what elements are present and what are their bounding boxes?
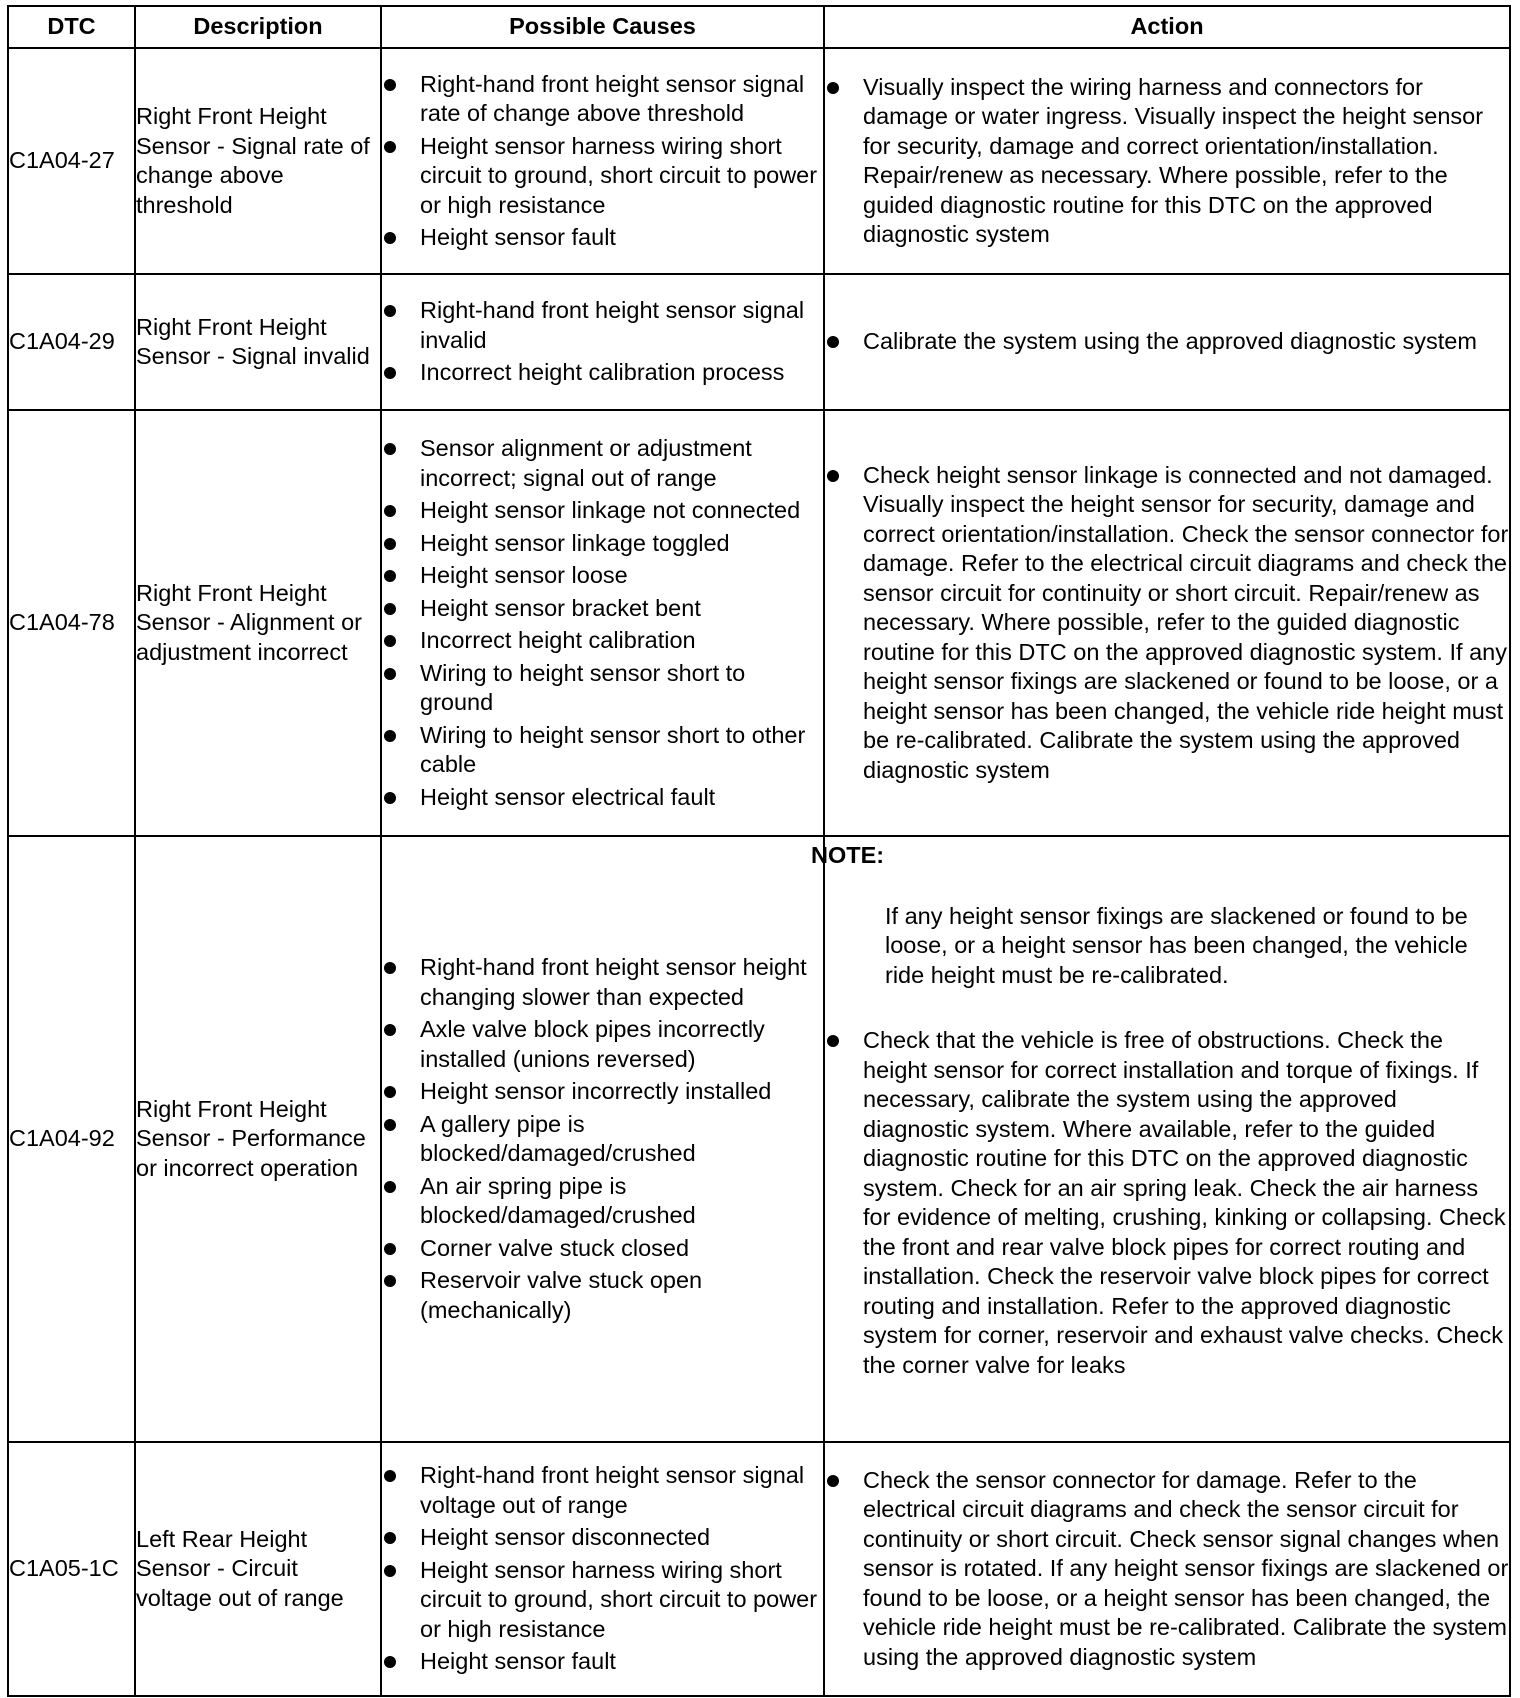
header-description: Description [135,6,381,48]
bullet-icon [384,1565,396,1577]
cause-item [382,1556,823,1645]
bullet-icon [384,570,396,582]
cause-text: Height sensor incorrectly installed [420,1078,772,1104]
cause-item [382,659,823,718]
bullet-icon [384,1656,396,1668]
dtc-description: Left Rear Height Sensor - Circuit voltage out of range [135,1442,381,1696]
causes-list [382,953,823,1325]
bullet-icon [384,505,396,517]
cause-text: Height sensor linkage toggled [420,529,730,556]
cause-item [382,1266,823,1325]
cause-text: Wiring to height sensor short to other cable [420,721,806,777]
bullet-icon [384,232,396,244]
bullet-icon [384,1243,396,1255]
cause-item [382,721,823,780]
header-possible-causes: Possible Causes [381,6,824,48]
dtc-description: Right Front Height Sensor - Signal invalid [135,274,381,410]
cause-item [382,1461,823,1520]
cause-text: Wiring to height sensor short to ground [420,659,746,715]
possible-causes-cell [381,48,824,274]
cause-item [382,1172,823,1231]
cause-item [382,296,823,355]
action-item [825,73,1509,250]
bullet-icon [827,336,839,348]
cause-item [382,1077,823,1107]
bullet-icon [384,730,396,742]
bullet-icon [384,367,396,379]
cause-text: Height sensor electrical fault [420,783,716,810]
dtc-description: Right Front Height Sensor - Alignment or adjustment incorrect [135,410,381,836]
note-label: NOTE: [811,842,885,868]
cause-text: Height sensor fault [420,1648,616,1675]
cause-item [382,626,823,656]
bullet-icon [384,1086,396,1098]
action-cell [824,48,1510,274]
action-text: Check height sensor linkage is connected and not damaged. Visually inspect the height sensor for security, damage and correct orientation/installation. Check the sensor connector for damage. Refer to the electrical circuit diagrams and check the sensor circuit for continuity or short circuit. Repair/renew as necessary. Where possible, refer to the guided diagnostic routine for this DTC on the approved diagnostic system. If any height sensor fixings are slackened or found to be loose, or a height sensor has been changed, the vehicle ride height must be re-calibrated. Calibrate the system using the approved diagnostic system [863,461,1509,783]
cause-item [382,529,823,559]
action-text: Visually inspect the wiring harness and connectors for damage or water ingress. Visually inspect the height sensor for security, damage and correct orientation/installation. Repair/renew as necessary. Where possible, refer to the guided diagnostic routine for this DTC on the approved diagnostic system [863,73,1484,247]
action-item [825,461,1509,786]
bullet-icon [384,1532,396,1544]
table-row [8,1442,1510,1696]
action-cell [824,274,1510,410]
dtc-code: C1A04-78 [8,410,135,836]
cause-text: Height sensor disconnected [420,1524,711,1551]
bullet-icon [384,962,396,974]
causes-list [382,434,823,812]
action-cell [824,410,1510,836]
bullet-icon [384,79,396,91]
cause-text: Sensor alignment or adjustment incorrect; signal out of range [420,435,752,491]
bullet-icon [827,82,839,94]
cause-item [382,1015,823,1074]
bullet-icon [384,1024,396,1036]
cause-item [382,70,823,129]
table-row [8,48,1510,274]
action-text: Check the sensor connector for damage. Refer to the electrical circuit diagrams and check the sensor circuit for continuity or short circuit. Check sensor signal changes when sensor is rotated. If any height sensor fixings are slackened or found to be loose, or a height sensor has been changed, the vehicle ride height must be re-calibrated. Calibrate the system using the approved diagnostic system [863,1466,1509,1670]
dtc-code: C1A04-27 [8,48,135,274]
cause-text: Right-hand front height sensor signal rate of change above threshold [420,70,805,126]
cause-text: Height sensor linkage not connected [420,497,801,523]
cause-text: Right-hand front height sensor signal voltage out of range [420,1462,805,1518]
header-row [8,6,1510,48]
cause-item [382,223,823,253]
possible-causes-cell [381,274,824,410]
note-text: If any height sensor fixings are slackened or found to be loose, or a height sensor has been changed, the vehicle ride height must be re-calibrated. [885,902,1468,988]
bullet-icon [384,668,396,680]
bullet-icon [384,635,396,647]
cause-text: Height sensor loose [420,562,628,588]
cause-text: Corner valve stuck closed [420,1234,690,1261]
cause-item [382,783,823,813]
cause-text: Incorrect height calibration process [420,359,785,386]
dtc-code: C1A05-1C [8,1442,135,1696]
bullet-icon [384,1470,396,1482]
cause-text: Height sensor harness wiring short circuit to ground, short circuit to power or high resistance [420,1556,818,1642]
dtc-code: C1A04-92 [8,836,135,1442]
bullet-icon [384,1119,396,1131]
action-item [825,1026,1509,1380]
actions-list [825,73,1509,250]
bullet-icon [384,1275,396,1287]
table-row [8,410,1510,836]
possible-causes-cell [381,836,824,1442]
dtc-code: C1A04-29 [8,274,135,410]
cause-text: Incorrect height calibration [420,627,696,653]
cause-item [382,1523,823,1553]
actions-list [825,327,1509,357]
action-cell [811,836,1510,1442]
bullet-icon [384,443,396,455]
dtc-table [7,5,1511,1697]
cause-item [382,594,823,624]
cause-text: Height sensor fault [420,224,616,250]
cause-text: Axle valve block pipes incorrectly installed (unions reversed) [420,1016,765,1072]
actions-list [825,1026,1509,1380]
cause-item [382,434,823,493]
cause-text: A gallery pipe is blocked/damaged/crushed [420,1110,696,1166]
header-action: Action [824,6,1510,48]
bullet-icon [384,792,396,804]
possible-causes-cell [381,1442,824,1696]
possible-causes-cell [381,410,824,836]
action-item [825,1466,1509,1673]
cause-text: Height sensor harness wiring short circuit to ground, short circuit to power or high resistance [420,132,818,218]
cause-item [382,953,823,1012]
cause-item [382,1647,823,1677]
table-body [8,48,1510,1696]
cause-item [382,496,823,526]
actions-list [825,1466,1509,1673]
cause-item [382,1234,823,1264]
cause-item [382,358,823,388]
dtc-description: Right Front Height Sensor - Signal rate of change above threshold [135,48,381,274]
action-cell [824,1442,1510,1696]
header-dtc: DTC [8,6,135,48]
cause-item [382,1110,823,1169]
bullet-icon [827,470,839,482]
action-item [825,327,1509,357]
table-row [8,274,1510,410]
bullet-icon [384,141,396,153]
bullet-icon [384,603,396,615]
action-text: Calibrate the system using the approved diagnostic system [863,328,1477,355]
cause-text: Right-hand front height sensor signal invalid [420,297,805,353]
bullet-icon [827,1475,839,1487]
actions-list [825,461,1509,786]
cause-text: Reservoir valve stuck open (mechanically) [420,1267,703,1323]
bullet-icon [827,1035,839,1047]
dtc-description: Right Front Height Sensor - Performance or incorrect operation [135,836,381,1442]
table-row [8,836,1510,1442]
causes-list [382,70,823,253]
action-text: Check that the vehicle is free of obstructions. Check the height sensor for correct installation and torque of fixings. If necessary, calibrate the system using the approved diagnostic system. Where available, refer to the guided diagnostic routine for this DTC on the approved diagnostic system. Check for an air spring leak. Check the air harness for evidence of melting, crushing, kinking or collapsing. Check the front and rear valve block pipes for correct routing and installation. Check the reservoir valve block pipes for correct routing and installation. Refer to the approved diagnostic system for corner, reservoir and exhaust valve checks. Check the corner valve for leaks [863,1027,1506,1378]
bullet-icon [384,305,396,317]
bullet-icon [384,1181,396,1193]
cause-text: Right-hand front height sensor height changing slower than expected [420,954,807,1010]
cause-item [382,132,823,221]
bullet-icon [384,538,396,550]
causes-list [382,296,823,388]
cause-text: An air spring pipe is blocked/damaged/crushed [420,1172,696,1228]
cause-text: Height sensor bracket bent [420,594,701,621]
cause-item [382,561,823,591]
causes-list [382,1461,823,1677]
